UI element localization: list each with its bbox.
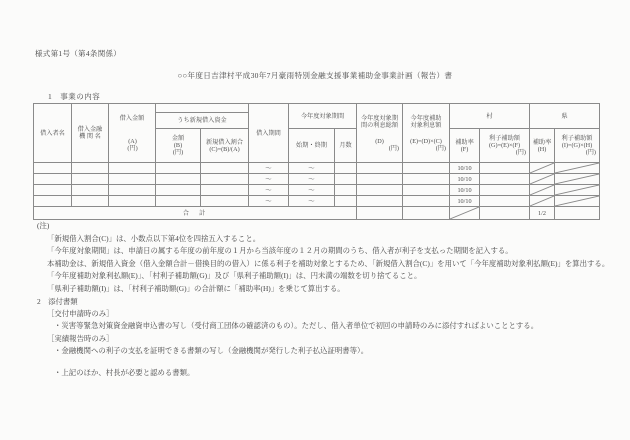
header-months: 月数 (335, 129, 357, 163)
amount-a-cell (109, 163, 156, 174)
interest-d-cell (357, 163, 403, 174)
ratio-c-cell (201, 163, 249, 174)
months-cell (335, 196, 357, 207)
total-village-rate-cell (450, 207, 480, 220)
attachment-group-label: ［実績報告時のみ］ (47, 333, 114, 343)
header-loan-amount-spacer (156, 104, 249, 113)
ratio-c-cell (201, 196, 249, 207)
ratio-c-cell (201, 185, 249, 196)
form-number: 様式第1号（第4条関係） (35, 49, 122, 58)
header-prefecture-subsidy-i: 利子補助額 (I)=(G)×(H) (円) (555, 129, 600, 163)
start-end-cell: ～ (289, 174, 335, 185)
total-prefecture-rate-cell: 1/2 (530, 207, 555, 220)
interest-e-cell (403, 174, 450, 185)
prefecture-subsidy-cell (555, 185, 600, 196)
header-borrower: 借入者名 (34, 104, 72, 163)
interest-d-cell (357, 196, 403, 207)
total-label: 合 計 (34, 207, 357, 220)
header-subsidy-interest-e: 今年度補助 対象利息額 (E)=(D)×(C) (円) (403, 104, 450, 163)
village-subsidy-cell (480, 174, 530, 185)
borrower-cell (34, 196, 72, 207)
start-end-cell: ～ (289, 163, 335, 174)
loan-period-cell: ～ (249, 196, 289, 207)
interest-e-cell (403, 196, 450, 207)
attachments-section (37, 296, 538, 379)
prefecture-subsidy-cell (555, 174, 600, 185)
header-prefecture-group: 県 (530, 104, 600, 129)
note-item: 「今年度対象期間」は、申請日の属する年度の前年度の１月から当該年度の１２月の期間のうち、借入者が利子を支払った期間を記入する。 (47, 246, 513, 256)
amount-a-cell (109, 174, 156, 185)
amount-b-cell (156, 174, 201, 185)
village-rate-cell: 10/10 (450, 174, 480, 185)
header-start-end: 始期・終期 (289, 129, 335, 163)
interest-e-cell (403, 163, 450, 174)
note-item: 「新規借入割合(C)」は、小数点以下第4位を四捨五入すること。 (47, 233, 261, 243)
loan-period-cell: ～ (249, 185, 289, 196)
diagonal-line-icon (530, 163, 554, 173)
table-row (34, 185, 600, 196)
table-row (34, 163, 600, 174)
attachment-item: ・災害等緊急対策資金融資申込書の写し（受付商工団体の確認済のもの）。ただし、借入者単位で初回の申請時のみに添付すればよいこととする。 (54, 321, 539, 331)
total-village-subsidy-cell (480, 207, 530, 220)
amount-b-cell (156, 163, 201, 174)
prefecture-rate-cell (530, 174, 555, 185)
header-prefecture-rate-h: 補助率 (H) (530, 129, 555, 163)
table-row (34, 196, 600, 207)
interest-e-cell (403, 185, 450, 196)
diagonal-line-icon (450, 207, 479, 219)
amount-b-cell (156, 185, 201, 196)
header-row-1 (34, 104, 600, 113)
total-interest-d-cell (357, 207, 403, 220)
interest-d-cell (357, 185, 403, 196)
interest-d-cell (357, 174, 403, 185)
village-rate-cell: 10/10 (450, 185, 480, 196)
ratio-c-cell (201, 174, 249, 185)
prefecture-rate-cell (530, 163, 555, 174)
header-village-rate-f: 補助率 (F) (450, 129, 480, 163)
note-item: 「今年度補助対象利払額(E)」、「村利子補助額(G)」及び「県利子補助額(I)」は、円未満の端数を切り捨てること。 (47, 271, 422, 281)
attachment-item: ・金融機関への利子の支払を証明できる書類の写し（金融機関が発行した利子払込証明書等）。 (54, 345, 369, 355)
note-item: 「県利子補助額(I)」は、「村利子補助額(G)」の合計額に「補助率(H)」を乗じて算出する。 (47, 283, 345, 293)
prefecture-subsidy-cell (555, 163, 600, 174)
page-title: ○○年度日吉津村平成30年7月豪雨特別金融支援事業補助金事業計画（報告）書 (177, 71, 453, 80)
institution-cell (72, 174, 109, 185)
header-ratio-c: 新規借入割合 (C)=(B)/(A) (201, 129, 249, 163)
header-institution: 借入金融 機 関 名 (72, 104, 109, 163)
header-amount-b: 金額 (B) (円) (156, 129, 201, 163)
header-village-subsidy-g: 利子補助額 (G)=(E)×(F) (円) (480, 129, 530, 163)
notes-label: (注) (37, 221, 50, 230)
amount-a-cell (109, 196, 156, 207)
amount-b-cell (156, 196, 201, 207)
header-target-period-group: 今年度対象期間 (289, 104, 357, 129)
attachment-group-label: ［交付申請時のみ］ (47, 309, 114, 319)
loan-period-cell: ～ (249, 174, 289, 185)
months-cell (335, 185, 357, 196)
borrower-cell (34, 174, 72, 185)
total-row (34, 207, 600, 220)
institution-cell (72, 196, 109, 207)
diagonal-line-icon (530, 196, 554, 206)
section1-heading: 1 事業の内容 (48, 92, 101, 101)
header-loan-period: 借入期間 (249, 104, 289, 163)
start-end-cell: ～ (289, 185, 335, 196)
prefecture-rate-cell (530, 196, 555, 207)
attachment-footer-item: ・上記のほか、村長が必要と認める書類。 (54, 368, 195, 378)
note-item: 本補助金は、新規借入資金（借入金額合計－借換目的の借入）に係る利子を補助対象とするため、「新規借入割合(C)」を用いて「今年度補助対象利払額(E)」を算出する。 (47, 258, 610, 268)
diagonal-line-icon (555, 163, 599, 173)
months-cell (335, 174, 357, 185)
months-cell (335, 163, 357, 174)
diagonal-line-icon (530, 174, 554, 184)
total-interest-e-cell (403, 207, 450, 220)
diagonal-line-icon (555, 174, 599, 184)
header-village-group: 村 (450, 104, 530, 129)
notes-section (37, 220, 609, 296)
total-prefecture-subsidy-cell (555, 207, 600, 220)
amount-a-cell (109, 185, 156, 196)
diagonal-line-icon (530, 185, 554, 195)
loan-period-cell: ～ (249, 163, 289, 174)
start-end-cell: ～ (289, 196, 335, 207)
header-loan-amount-a: 借入金額 (A) (円) (109, 104, 156, 163)
section2-heading: 2 添付書類 (37, 297, 78, 306)
borrower-cell (34, 185, 72, 196)
diagonal-line-icon (555, 185, 599, 195)
village-subsidy-cell (480, 196, 530, 207)
institution-cell (72, 185, 109, 196)
header-new-fund-group: うち新規借入資金 (156, 113, 249, 129)
diagonal-line-icon (555, 196, 599, 206)
village-rate-cell: 10/10 (450, 196, 480, 207)
borrower-cell (34, 163, 72, 174)
institution-cell (72, 163, 109, 174)
business-content-table (33, 103, 600, 220)
header-interest-total-d: 今年度対象期 間の利息総額 (D) (円) (357, 104, 403, 163)
village-subsidy-cell (480, 163, 530, 174)
prefecture-subsidy-cell (555, 196, 600, 207)
village-rate-cell: 10/10 (450, 163, 480, 174)
table-row (34, 174, 600, 185)
village-subsidy-cell (480, 185, 530, 196)
prefecture-rate-cell (530, 185, 555, 196)
